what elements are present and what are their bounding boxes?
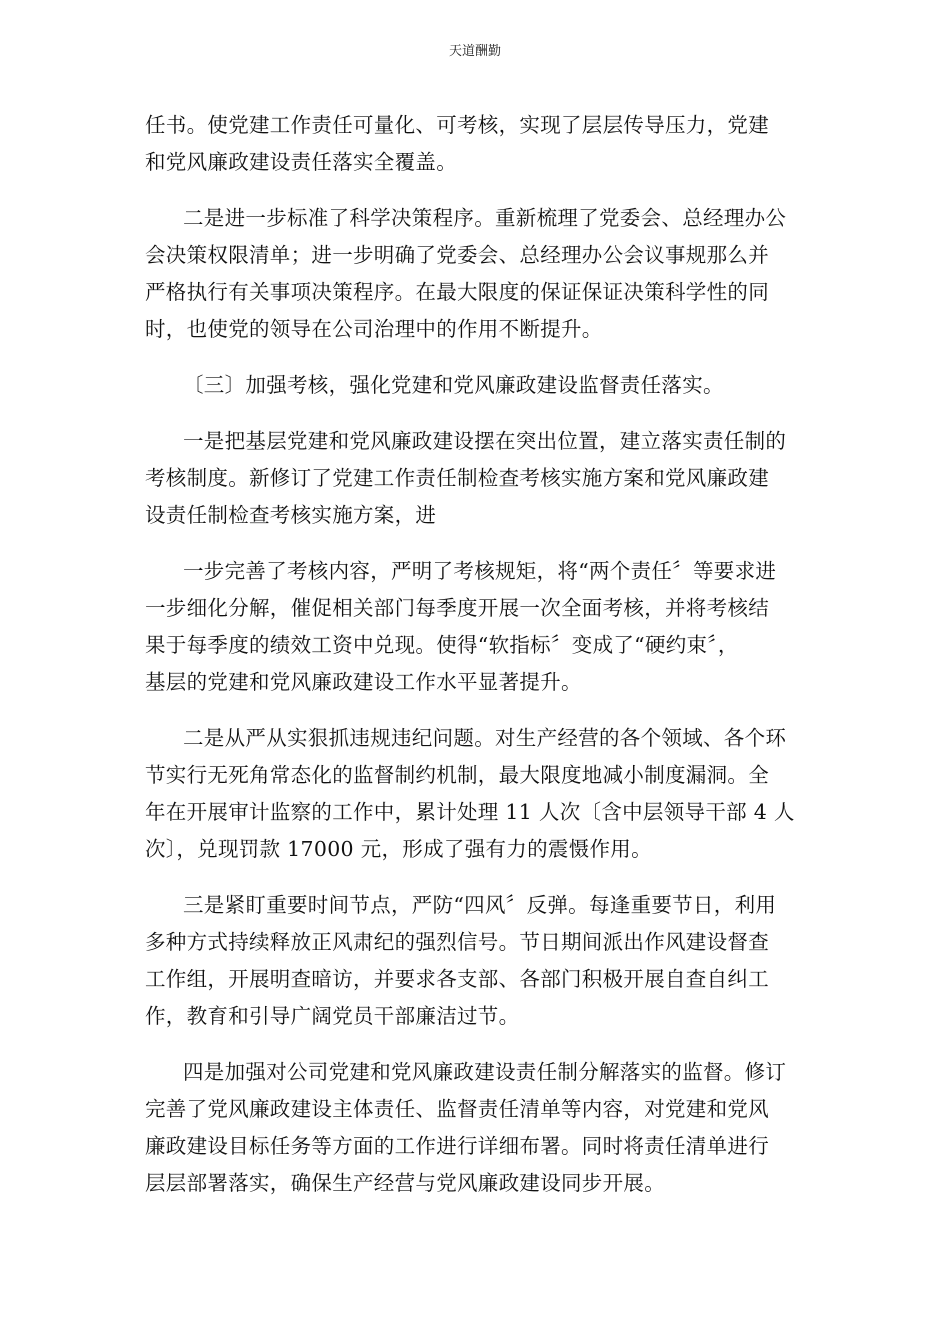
text-line: 会决策权限清单；进一步明确了党委会、总经理办公会议事规那么并 [145, 243, 769, 267]
text-line: 任书。使党建工作责任可量化、可考核，实现了层层传导压力，党建 [145, 113, 769, 137]
text-line: 设责任制检查考核实施方案，进 [145, 503, 437, 527]
text-line: 工作组，开展明查暗访，并要求各支部、各部门积极开展自查自纠工 [145, 967, 769, 991]
text-line: 〔三〕加强考核，强化党建和党风廉政建设监督责任落实。 [183, 373, 724, 397]
text-line: 一是把基层党建和党风廉政建设摆在突出位置，建立落实责任制的 [183, 429, 787, 453]
text-line: 二是进一步标准了科学决策程序。重新梳理了党委会、总经理办公 [183, 206, 787, 230]
text-line: 二是从严从实狠抓违规违纪问题。对生产经营的各个领域、各个环 [183, 726, 787, 750]
text-line: 节实行无死角常态化的监督制约机制，最大限度地减小制度漏洞。全 [145, 763, 769, 787]
text-line: 年在开展审计监察的工作中，累计处理 11 人次〔含中层领导干部 4 人 [145, 800, 795, 824]
section-heading [145, 367, 805, 404]
text-line: 层层部署落实，确保生产经营与党风廉政建设同步开展。 [145, 1171, 665, 1195]
paragraph-6 [145, 720, 805, 868]
paragraph-8 [145, 1054, 805, 1202]
text-line: 四是加强对公司党建和党风廉政建设责任制分解落实的监督。修订 [183, 1060, 787, 1084]
text-line: 作，教育和引导广阔党员干部廉洁过节。 [145, 1004, 520, 1028]
text-line: 严格执行有关事项决策程序。在最大限度的保证保证决策科学性的同 [145, 280, 769, 304]
text-line: 多种方式持续释放正风肃纪的强烈信号。节日期间派出作风建设督查 [145, 930, 769, 954]
text-line: 一步细化分解，催促相关部门每季度开展一次全面考核，并将考核结 [145, 596, 769, 620]
text-line: 完善了党风廉政建设主体责任、监督责任清单等内容，对党建和党风 [145, 1097, 769, 1121]
text-line: 三是紧盯重要时间节点，严防“四风〞反弹。每逢重要节日，利用 [183, 893, 777, 917]
paragraph-2 [145, 200, 805, 348]
text-line: 和党风廉政建设责任落实全覆盖。 [145, 150, 457, 174]
text-line: 考核制度。新修订了党建工作责任制检查考核实施方案和党风廉政建 [145, 466, 769, 490]
paragraph-5 [145, 553, 805, 701]
text-line: 次〕，兑现罚款 17000 元，形成了强有力的震慑作用。 [145, 837, 652, 861]
paragraph-1 [145, 107, 805, 181]
text-line: 时，也使党的领导在公司治理中的作用不断提升。 [145, 317, 603, 341]
text-line: 一步完善了考核内容，严明了考核规矩，将“两个责任〞等要求进 [183, 559, 777, 583]
paragraph-7 [145, 887, 805, 1035]
document-body [145, 107, 805, 1221]
paragraph-4 [145, 423, 805, 534]
page-header: 天道酬勤 [448, 44, 501, 59]
text-line: 果于每季度的绩效工资中兑现。使得“软指标〞变成了“硬约束〞， [145, 633, 739, 657]
text-line: 廉政建设目标任务等方面的工作进行详细布署。同时将责任清单进行 [145, 1134, 769, 1158]
text-line: 基层的党建和党风廉政建设工作水平显著提升。 [145, 670, 582, 694]
